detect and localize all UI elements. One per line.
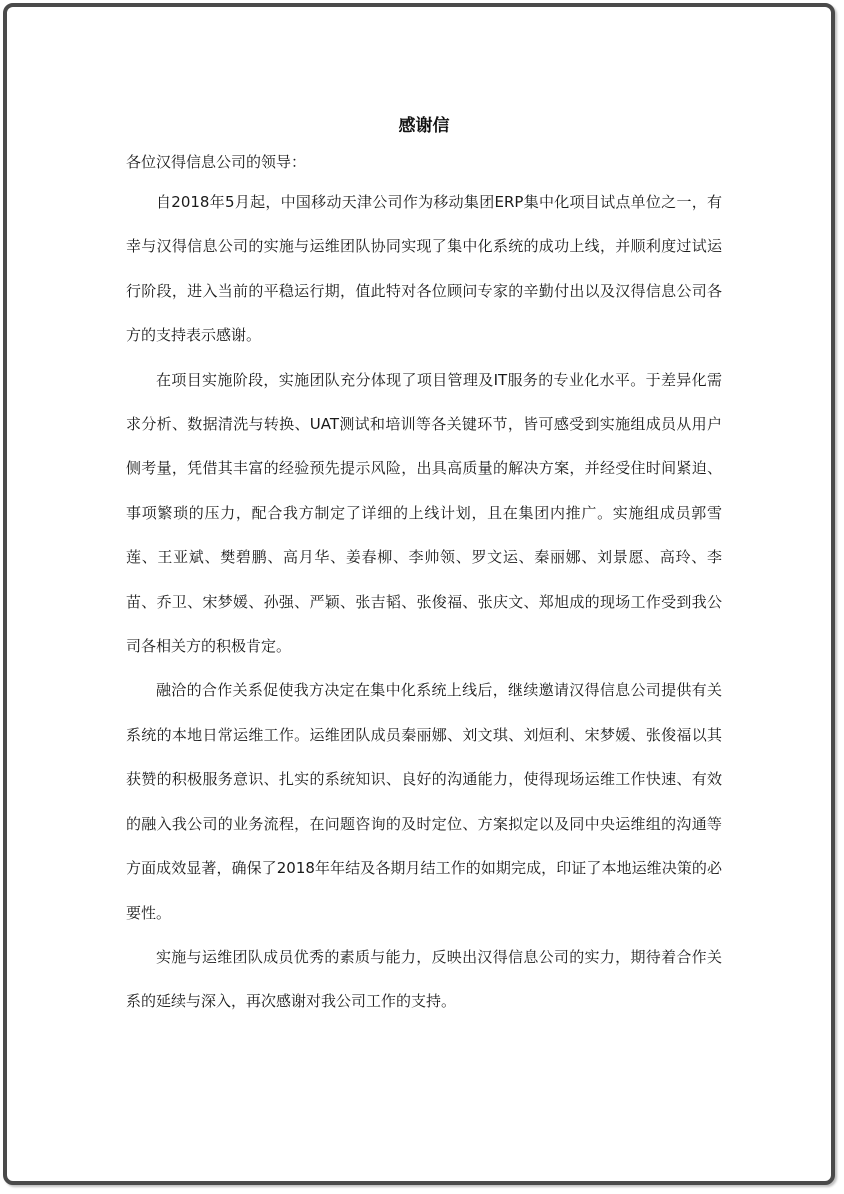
letter-paragraph-2: 在项目实施阶段，实施团队充分体现了项目管理及IT服务的专业化水平。于差异化需求分析、数据清洗与转换、UAT测试和培训等各关键环节，皆可感受到实施组成员从用户侧考量，凭借其丰富的经验预先提示风险，出具高质量的解决方案，并经受住时间紧迫、事项繁琐的压力，配合我方制定了详细的上线计划，且在集团内推广。实施组成员郭雪莲、王亚斌、樊碧鹏、高月华、姜春柳、李帅领、罗文运、秦丽娜、刘景愿、高玲、李苗、乔卫、宋梦媛、孙强、严颖、张吉韬、张俊福、张庆文、郑旭成的现场工作受到我公司各相关方的积极肯定。 xyxy=(126,370,722,656)
letter-paragraph-3: 融洽的合作关系促使我方决定在集中化系统上线后，继续邀请汉得信息公司提供有关系统的本地日常运维工作。运维团队成员秦丽娜、刘文琪、刘烜利、宋梦媛、张俊福以其获赞的积极服务意识、扎实的系统知识、良好的沟通能力，使得现场运维工作快速、有效的融入我公司的业务流程，在问题咨询的及时定位、方案拟定以及同中央运维组的沟通等方面成效显著，确保了2018年年结及各期月结工作的如期完成，印证了本地运维决策的必要性。 xyxy=(126,681,722,922)
letter-paragraph-4: 实施与运维团队成员优秀的素质与能力，反映出汉得信息公司的实力，期待着合作关系的延续与深入，再次感谢对我公司工作的支持。 xyxy=(126,947,722,1011)
letter-salutation: 各位汉得信息公司的领导： xyxy=(126,153,307,171)
letter-paragraph-1: 自2018年5月起，中国移动天津公司作为移动集团ERP集中化项目试点单位之一，有幸与汉得信息公司的实施与运维团队协同实现了集中化系统的成功上线，并顺利度过试运行阶段，进入当前的平稳运行期，值此特对各位顾问专家的辛勤付出以及汉得信息公司各方的支持表示感谢。 xyxy=(126,193,722,345)
letter-title: 感谢信 xyxy=(398,116,450,136)
thank-you-letter xyxy=(126,108,722,1024)
